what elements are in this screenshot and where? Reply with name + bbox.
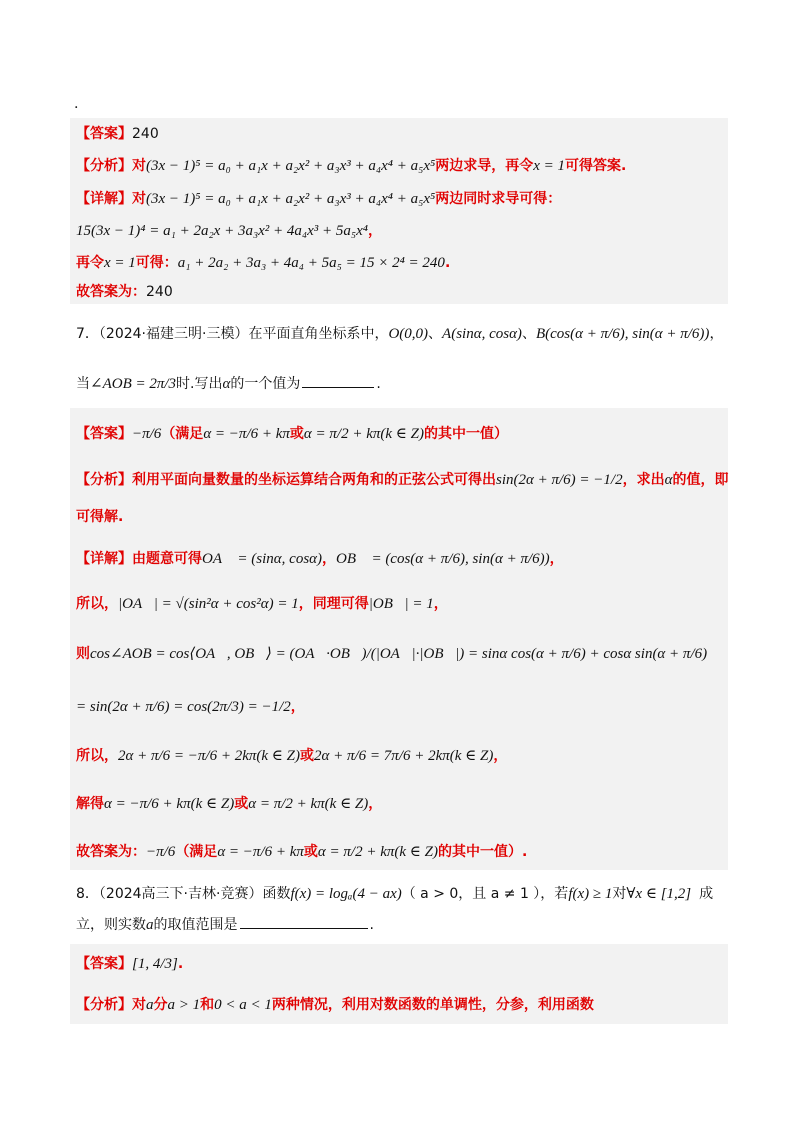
q7-detail-line: 【详解】由题意可得OA⃗ = (sinα, cosα)，OB⃗ = (cos(α + π/6), sin(α + π/6))，	[76, 551, 564, 567]
q7-cosine-line: 则cos∠AOB = cos⟨OA⃗, OB⃗⟩ = (OA⃗·OB⃗)/(|OA⃗|·|OB⃗|) = sinα cos(α + π/6) + cosα sin(α + π/6)	[76, 646, 708, 662]
q6-analysis-line: 【分析】对(3x − 1)⁵ = a₀ + a₁x + a₂x² + a₃x³ + a₄x⁴ + a₅x⁵两边求导，再令x = 1可得答案.	[76, 158, 627, 174]
q7-answer-line: 【答案】−π/6（满足α = −π/6 + kπ或α = π/2 + kπ(k ∈ Z)的其中一值）	[76, 426, 508, 442]
q7-equation-line: = sin(2α + π/6) = cos(2π/3) = −1/2，	[76, 699, 305, 715]
q8-question-line1: 8．（2024高三下·吉林·竞赛）函数f(x) = logₐ(4 − ax)（ a > 0，且 a ≠ 1 ），若f(x) ≥ 1对∀x ∈ [1,2] 成	[76, 886, 714, 902]
q7-answer-blank	[302, 373, 374, 388]
q8-analysis-line: 【分析】对a分a > 1和0 < a < 1两种情况，利用对数函数的单调性，分参，利用函数	[76, 997, 594, 1013]
q8-answer-line: 【答案】[1, 4/3].	[76, 956, 184, 972]
q7-final-line: 故答案为：−π/6（满足α = −π/6 + kπ或α = π/2 + kπ(k ∈ Z)的其中一值）.	[76, 844, 528, 860]
q6-derivative-line: 15(3x − 1)⁴ = a₁ + 2a₂x + 3a₃x² + 4a₄x³ + 5a₅x⁴，	[76, 223, 383, 239]
q8-question-line2: 立，则实数a的取值范围是 .	[76, 914, 374, 935]
q6-final-line: 故答案为：240	[76, 284, 173, 300]
q7-magnitude-line: 所以，|OA⃗| = √(sin²α + cos²α) = 1，同理可得|OB⃗| = 1，	[76, 596, 448, 612]
q7-question-line2: 当∠AOB = 2π/3时.写出α的一个值为 .	[76, 373, 381, 394]
q6-answer-line: 【答案】240	[76, 126, 159, 142]
q6-solution-block	[70, 118, 728, 304]
q7-solve-line: 解得α = −π/6 + kπ(k ∈ Z)或α = π/2 + kπ(k ∈ Z)，	[76, 796, 383, 812]
q7-analysis-line2: 可得解.	[76, 509, 124, 525]
q7-analysis-line1: 【分析】利用平面向量数量的坐标运算结合两角和的正弦公式可得出sin(2α + π/6) = −1/2，求出α的值，即	[76, 472, 729, 488]
q7-question-line1: 7．（2024·福建三明·三模）在平面直角坐标系中，O(0,0)、A(sinα, cosα)、B(cos(α + π/6), sin(α + π/6))，	[76, 326, 724, 342]
q6-detail-line: 【详解】对(3x − 1)⁵ = a₀ + a₁x + a₂x² + a₃x³ + a₄x⁴ + a₅x⁵两边同时求导可得：	[76, 191, 562, 207]
q8-answer-blank	[240, 914, 368, 929]
page-dot: .	[74, 96, 79, 112]
q7-cases-line: 所以，2α + π/6 = −π/6 + 2kπ(k ∈ Z)或2α + π/6 = 7π/6 + 2kπ(k ∈ Z)，	[76, 748, 508, 764]
q6-substitute-line: 再令x = 1可得：a₁ + 2a₂ + 3a₃ + 4a₄ + 5a₅ = 15 × 2⁴ = 240.	[76, 255, 451, 271]
